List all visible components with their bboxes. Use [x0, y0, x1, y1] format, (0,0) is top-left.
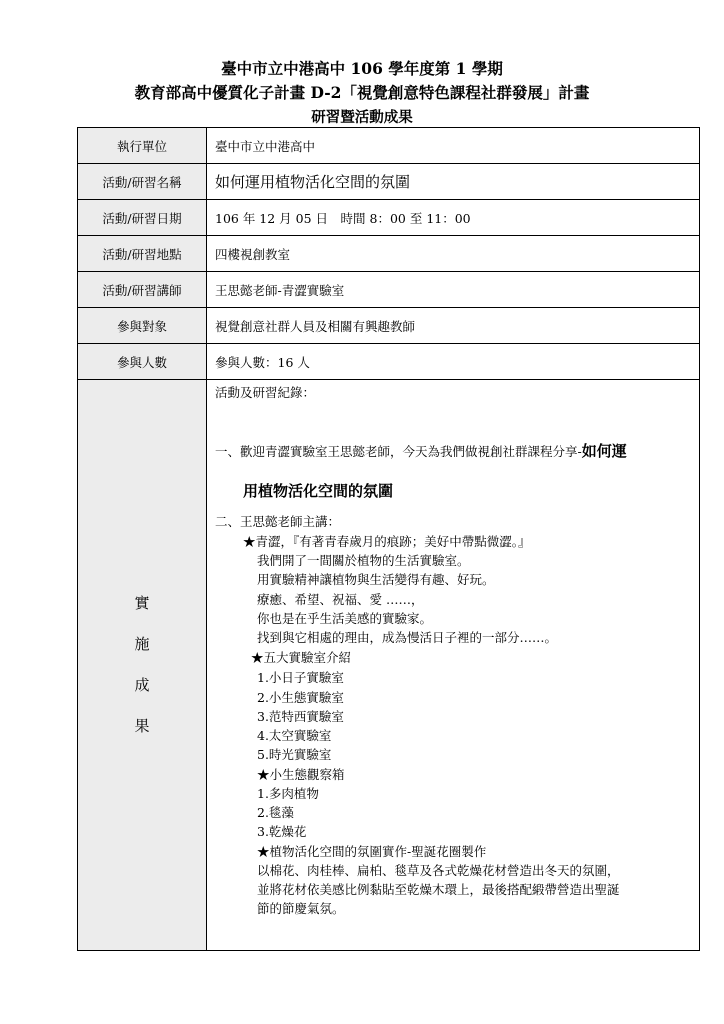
list-item: 1.多肉植物: [257, 786, 319, 801]
row-participant-count: [78, 344, 700, 380]
results-label-char: 成: [134, 676, 150, 694]
results-label-char: 施: [134, 635, 150, 653]
list-item: 4.太空實驗室: [257, 728, 332, 743]
row-activity-name: [78, 164, 700, 200]
value-lecturer: 王思懿老師-青澀實驗室: [207, 272, 700, 308]
document-title-school: 臺中市立中港高中 106 學年度第 1 學期: [221, 59, 503, 78]
list-item: 3.乾燥花: [257, 824, 307, 839]
row-lecturer: [78, 272, 700, 308]
document-subtitle: 研習暨活動成果: [311, 109, 413, 126]
row-activity-location: [78, 236, 700, 272]
intro-paragraph: [215, 440, 627, 461]
list-item: 1.小日子實驗室: [257, 670, 344, 685]
content-line: ★五大實驗室介紹: [251, 650, 352, 665]
content-line: ★小生態觀察箱: [257, 767, 345, 782]
value-activity-date: 106 年 12 月 05 日 時間 8：00 至 11：00: [207, 200, 700, 236]
row-executing-unit: [78, 128, 700, 164]
content-line: 並將花材依美感比例黏貼至乾燥木環上，最後搭配緞帶營造出聖誕: [257, 882, 620, 897]
value-participant-count: 參與人數：16 人: [207, 344, 700, 380]
label-participant-count: 參與人數: [78, 344, 207, 380]
record-heading: 活動及研習紀錄：: [215, 385, 316, 400]
list-item: 5.時光實驗室: [257, 747, 332, 762]
label-activity-name: 活動/研習名稱: [78, 164, 207, 200]
activity-report-table: [77, 127, 700, 951]
results-content: [207, 380, 700, 951]
list-item: 2.毯藻: [257, 805, 294, 820]
label-executing-unit: 執行單位: [78, 128, 207, 164]
results-label-char: 果: [134, 717, 150, 735]
row-activity-date: [78, 200, 700, 236]
content-line: 以棉花、肉桂棒、扁柏、毯草及各式乾燥花材營造出冬天的氛圍，: [257, 863, 620, 878]
value-participants: 視覺創意社群人員及相關有興趣教師: [207, 308, 700, 344]
content-line: 療癒、希望、祝福、愛 ……，: [257, 592, 424, 607]
list-item: 3.范特西實驗室: [257, 709, 344, 724]
intro-topic-end: 用植物活化空間的氛圍: [243, 482, 394, 500]
content-line: ★青澀，『有著青春歲月的痕跡；美好中帶點微澀。』: [243, 534, 531, 549]
content-line: 用實驗精神讓植物與生活變得有趣、好玩。: [257, 572, 495, 587]
label-activity-date: 活動/研習日期: [78, 200, 207, 236]
value-activity-name: 如何運用植物活化空間的氛圍: [207, 164, 700, 200]
section-two-heading: 二、王思懿老師主講：: [215, 514, 341, 529]
content-line: 找到與它相處的理由，成為慢活日子裡的一部分……。: [257, 630, 558, 645]
content-line: 你也是在乎生活美感的實驗家。: [257, 611, 433, 626]
list-item: 2.小生態實驗室: [257, 690, 344, 705]
label-lecturer: 活動/研習講師: [78, 272, 207, 308]
document-title-program: 教育部高中優質化子計畫 D-2「視覺創意特色課程社群發展」計畫: [134, 83, 590, 102]
content-line: 節的節慶氣氛。: [257, 901, 345, 916]
row-participants: [78, 308, 700, 344]
row-results: [78, 380, 700, 951]
value-executing-unit: 臺中市立中港高中: [207, 128, 700, 164]
value-activity-location: 四樓視創教室: [207, 236, 700, 272]
label-results: [78, 380, 207, 951]
content-line: ★植物活化空間的氛圍實作-聖誕花圈製作: [257, 844, 487, 859]
label-activity-location: 活動/研習地點: [78, 236, 207, 272]
content-line: 我們開了一間關於植物的生活實驗室。: [257, 553, 470, 568]
label-participants: 參與對象: [78, 308, 207, 344]
intro-topic-start: 如何運: [581, 442, 627, 460]
results-label-char: 實: [134, 594, 150, 612]
intro-text: 一、歡迎青澀實驗室王思懿老師，今天為我們做視創社群課程分享-: [215, 444, 582, 459]
